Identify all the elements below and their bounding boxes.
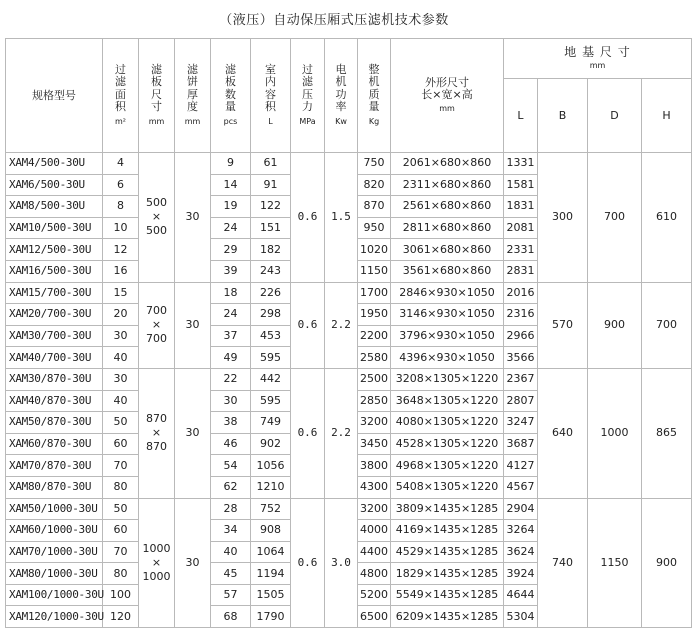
plate-count-cell: 40 bbox=[211, 541, 251, 563]
foundation-l-cell: 2831 bbox=[504, 260, 538, 282]
filter-area-cell: 20 bbox=[103, 304, 139, 326]
plate-size-cell: 500 × 500 bbox=[139, 153, 175, 283]
dimensions-cell: 3796×930×1050 bbox=[391, 325, 504, 347]
foundation-l-cell: 2966 bbox=[504, 325, 538, 347]
foundation-l-cell: 2081 bbox=[504, 217, 538, 239]
chamber-volume-cell: 91 bbox=[251, 174, 291, 196]
filter-area-cell: 70 bbox=[103, 455, 139, 477]
foundation-l-cell: 2016 bbox=[504, 282, 538, 304]
weight-cell: 2580 bbox=[358, 347, 391, 369]
model-cell: XAM60/1000-30U bbox=[6, 520, 103, 542]
filter-area-cell: 50 bbox=[103, 498, 139, 520]
plate-count-cell: 24 bbox=[211, 304, 251, 326]
chamber-volume-cell: 1790 bbox=[251, 606, 291, 628]
weight-cell: 750 bbox=[358, 153, 391, 175]
model-cell: XAM30/870-30U bbox=[6, 368, 103, 390]
table-row bbox=[6, 282, 692, 304]
foundation-l-cell: 1831 bbox=[504, 196, 538, 218]
foundation-d-cell: 700 bbox=[588, 153, 642, 283]
weight-cell: 820 bbox=[358, 174, 391, 196]
header-motor-power: 电 机 功 率 Kw bbox=[325, 39, 358, 153]
dimensions-cell: 3648×1305×1220 bbox=[391, 390, 504, 412]
table-row bbox=[6, 498, 692, 520]
foundation-l-cell: 3624 bbox=[504, 541, 538, 563]
weight-cell: 5200 bbox=[358, 584, 391, 606]
weight-cell: 2500 bbox=[358, 368, 391, 390]
foundation-l-cell: 3247 bbox=[504, 412, 538, 434]
weight-cell: 1950 bbox=[358, 304, 391, 326]
dimensions-cell: 4528×1305×1220 bbox=[391, 433, 504, 455]
chamber-volume-cell: 595 bbox=[251, 347, 291, 369]
foundation-b-cell: 570 bbox=[538, 282, 588, 368]
plate-count-cell: 9 bbox=[211, 153, 251, 175]
model-cell: XAM50/870-30U bbox=[6, 412, 103, 434]
weight-cell: 3450 bbox=[358, 433, 391, 455]
model-cell: XAM40/870-30U bbox=[6, 390, 103, 412]
filter-area-cell: 10 bbox=[103, 217, 139, 239]
dimensions-cell: 2811×680×860 bbox=[391, 217, 504, 239]
foundation-b-cell: 640 bbox=[538, 368, 588, 498]
header-foundation-h: H bbox=[642, 79, 692, 153]
weight-cell: 3200 bbox=[358, 412, 391, 434]
dimensions-cell: 3061×680×860 bbox=[391, 239, 504, 261]
weight-cell: 4300 bbox=[358, 476, 391, 498]
filter-area-cell: 120 bbox=[103, 606, 139, 628]
model-cell: XAM70/1000-30U bbox=[6, 541, 103, 563]
dimensions-cell: 4169×1435×1285 bbox=[391, 520, 504, 542]
filter-area-cell: 30 bbox=[103, 368, 139, 390]
weight-cell: 4400 bbox=[358, 541, 391, 563]
model-cell: XAM80/870-30U bbox=[6, 476, 103, 498]
dimensions-cell: 2311×680×860 bbox=[391, 174, 504, 196]
chamber-volume-cell: 182 bbox=[251, 239, 291, 261]
model-cell: XAM6/500-30U bbox=[6, 174, 103, 196]
dimensions-cell: 4529×1435×1285 bbox=[391, 541, 504, 563]
chamber-volume-cell: 1194 bbox=[251, 563, 291, 585]
foundation-l-cell: 3924 bbox=[504, 563, 538, 585]
foundation-l-cell: 2367 bbox=[504, 368, 538, 390]
plate-size-cell: 700 × 700 bbox=[139, 282, 175, 368]
header-model: 规格型号 bbox=[6, 39, 103, 153]
foundation-l-cell: 4127 bbox=[504, 455, 538, 477]
model-cell: XAM60/870-30U bbox=[6, 433, 103, 455]
filter-area-cell: 100 bbox=[103, 584, 139, 606]
cake-thickness-cell: 30 bbox=[175, 498, 211, 628]
filter-area-cell: 60 bbox=[103, 433, 139, 455]
header-filter-pressure: 过 滤 压 力 MPa bbox=[291, 39, 325, 153]
dimensions-cell: 3561×680×860 bbox=[391, 260, 504, 282]
header-cake-thickness: 滤 饼 厚 度 mm bbox=[175, 39, 211, 153]
model-cell: XAM4/500-30U bbox=[6, 153, 103, 175]
foundation-l-cell: 4567 bbox=[504, 476, 538, 498]
filter-area-cell: 8 bbox=[103, 196, 139, 218]
foundation-d-cell: 900 bbox=[588, 282, 642, 368]
filter-area-cell: 60 bbox=[103, 520, 139, 542]
filter-pressure-cell: 0.6 bbox=[291, 368, 325, 498]
plate-size-cell: 870 × 870 bbox=[139, 368, 175, 498]
foundation-l-cell: 3687 bbox=[504, 433, 538, 455]
plate-count-cell: 39 bbox=[211, 260, 251, 282]
dimensions-cell: 3809×1435×1285 bbox=[391, 498, 504, 520]
chamber-volume-cell: 298 bbox=[251, 304, 291, 326]
chamber-volume-cell: 1505 bbox=[251, 584, 291, 606]
foundation-l-cell: 1581 bbox=[504, 174, 538, 196]
weight-cell: 950 bbox=[358, 217, 391, 239]
foundation-l-cell: 2316 bbox=[504, 304, 538, 326]
filter-area-cell: 12 bbox=[103, 239, 139, 261]
plate-count-cell: 29 bbox=[211, 239, 251, 261]
model-cell: XAM40/700-30U bbox=[6, 347, 103, 369]
filter-area-cell: 16 bbox=[103, 260, 139, 282]
spec-table-body bbox=[6, 153, 692, 628]
header-plate-count: 滤 板 数 量 pcs bbox=[211, 39, 251, 153]
weight-cell: 1020 bbox=[358, 239, 391, 261]
plate-size-cell: 1000 × 1000 bbox=[139, 498, 175, 628]
model-cell: XAM12/500-30U bbox=[6, 239, 103, 261]
chamber-volume-cell: 122 bbox=[251, 196, 291, 218]
filter-area-cell: 30 bbox=[103, 325, 139, 347]
foundation-h-cell: 610 bbox=[642, 153, 692, 283]
model-cell: XAM20/700-30U bbox=[6, 304, 103, 326]
header-foundation-l: L bbox=[504, 79, 538, 153]
filter-area-cell: 70 bbox=[103, 541, 139, 563]
model-cell: XAM50/1000-30U bbox=[6, 498, 103, 520]
header-foundation-b: B bbox=[538, 79, 588, 153]
foundation-l-cell: 5304 bbox=[504, 606, 538, 628]
weight-cell: 1700 bbox=[358, 282, 391, 304]
header-dimensions: 外形尺寸 长×宽×高 mm bbox=[391, 39, 504, 153]
filter-area-cell: 50 bbox=[103, 412, 139, 434]
header-filter-area: 过 滤 面 积 m² bbox=[103, 39, 139, 153]
model-cell: XAM120/1000-30U bbox=[6, 606, 103, 628]
foundation-l-cell: 2807 bbox=[504, 390, 538, 412]
model-cell: XAM30/700-30U bbox=[6, 325, 103, 347]
model-cell: XAM8/500-30U bbox=[6, 196, 103, 218]
dimensions-cell: 3208×1305×1220 bbox=[391, 368, 504, 390]
table-row bbox=[6, 368, 692, 390]
foundation-h-cell: 700 bbox=[642, 282, 692, 368]
model-cell: XAM10/500-30U bbox=[6, 217, 103, 239]
chamber-volume-cell: 1210 bbox=[251, 476, 291, 498]
plate-count-cell: 54 bbox=[211, 455, 251, 477]
header-weight: 整 机 质 量 Kg bbox=[358, 39, 391, 153]
foundation-d-cell: 1000 bbox=[588, 368, 642, 498]
model-cell: XAM70/870-30U bbox=[6, 455, 103, 477]
plate-count-cell: 30 bbox=[211, 390, 251, 412]
header-foundation: 地 基 尺 寸 mm bbox=[504, 39, 692, 79]
chamber-volume-cell: 226 bbox=[251, 282, 291, 304]
chamber-volume-cell: 442 bbox=[251, 368, 291, 390]
dimensions-cell: 4396×930×1050 bbox=[391, 347, 504, 369]
chamber-volume-cell: 902 bbox=[251, 433, 291, 455]
weight-cell: 6500 bbox=[358, 606, 391, 628]
weight-cell: 1150 bbox=[358, 260, 391, 282]
foundation-l-cell: 2331 bbox=[504, 239, 538, 261]
plate-count-cell: 18 bbox=[211, 282, 251, 304]
foundation-l-cell: 2904 bbox=[504, 498, 538, 520]
plate-count-cell: 38 bbox=[211, 412, 251, 434]
spec-table bbox=[5, 38, 692, 628]
plate-count-cell: 34 bbox=[211, 520, 251, 542]
model-cell: XAM16/500-30U bbox=[6, 260, 103, 282]
model-cell: XAM15/700-30U bbox=[6, 282, 103, 304]
cake-thickness-cell: 30 bbox=[175, 282, 211, 368]
dimensions-cell: 2846×930×1050 bbox=[391, 282, 504, 304]
weight-cell: 870 bbox=[358, 196, 391, 218]
plate-count-cell: 68 bbox=[211, 606, 251, 628]
plate-count-cell: 28 bbox=[211, 498, 251, 520]
foundation-b-cell: 740 bbox=[538, 498, 588, 628]
weight-cell: 3800 bbox=[358, 455, 391, 477]
dimensions-cell: 2061×680×860 bbox=[391, 153, 504, 175]
weight-cell: 3200 bbox=[358, 498, 391, 520]
filter-area-cell: 80 bbox=[103, 476, 139, 498]
motor-power-cell: 3.0 bbox=[325, 498, 358, 628]
plate-count-cell: 22 bbox=[211, 368, 251, 390]
motor-power-cell: 2.2 bbox=[325, 282, 358, 368]
chamber-volume-cell: 1056 bbox=[251, 455, 291, 477]
dimensions-cell: 5408×1305×1220 bbox=[391, 476, 504, 498]
chamber-volume-cell: 749 bbox=[251, 412, 291, 434]
chamber-volume-cell: 61 bbox=[251, 153, 291, 175]
dimensions-cell: 1829×1435×1285 bbox=[391, 563, 504, 585]
filter-pressure-cell: 0.6 bbox=[291, 153, 325, 283]
motor-power-cell: 1.5 bbox=[325, 153, 358, 283]
plate-count-cell: 24 bbox=[211, 217, 251, 239]
model-cell: XAM80/1000-30U bbox=[6, 563, 103, 585]
filter-area-cell: 40 bbox=[103, 347, 139, 369]
chamber-volume-cell: 908 bbox=[251, 520, 291, 542]
header-plate-size: 滤 板 尺 寸 mm bbox=[139, 39, 175, 153]
dimensions-cell: 4968×1305×1220 bbox=[391, 455, 504, 477]
weight-cell: 2200 bbox=[358, 325, 391, 347]
dimensions-cell: 2561×680×860 bbox=[391, 196, 504, 218]
chamber-volume-cell: 1064 bbox=[251, 541, 291, 563]
filter-area-cell: 40 bbox=[103, 390, 139, 412]
foundation-b-cell: 300 bbox=[538, 153, 588, 283]
cake-thickness-cell: 30 bbox=[175, 153, 211, 283]
motor-power-cell: 2.2 bbox=[325, 368, 358, 498]
plate-count-cell: 19 bbox=[211, 196, 251, 218]
cake-thickness-cell: 30 bbox=[175, 368, 211, 498]
plate-count-cell: 62 bbox=[211, 476, 251, 498]
model-cell: XAM100/1000-30U bbox=[6, 584, 103, 606]
filter-pressure-cell: 0.6 bbox=[291, 282, 325, 368]
weight-cell: 4000 bbox=[358, 520, 391, 542]
weight-cell: 2850 bbox=[358, 390, 391, 412]
foundation-h-cell: 900 bbox=[642, 498, 692, 628]
foundation-h-cell: 865 bbox=[642, 368, 692, 498]
plate-count-cell: 49 bbox=[211, 347, 251, 369]
weight-cell: 4800 bbox=[358, 563, 391, 585]
filter-area-cell: 15 bbox=[103, 282, 139, 304]
dimensions-cell: 3146×930×1050 bbox=[391, 304, 504, 326]
foundation-l-cell: 3566 bbox=[504, 347, 538, 369]
plate-count-cell: 46 bbox=[211, 433, 251, 455]
foundation-l-cell: 1331 bbox=[504, 153, 538, 175]
chamber-volume-cell: 453 bbox=[251, 325, 291, 347]
dimensions-cell: 5549×1435×1285 bbox=[391, 584, 504, 606]
dimensions-cell: 6209×1435×1285 bbox=[391, 606, 504, 628]
foundation-d-cell: 1150 bbox=[588, 498, 642, 628]
plate-count-cell: 57 bbox=[211, 584, 251, 606]
filter-pressure-cell: 0.6 bbox=[291, 498, 325, 628]
plate-count-cell: 45 bbox=[211, 563, 251, 585]
header-chamber-volume: 室 内 容 积 L bbox=[251, 39, 291, 153]
chamber-volume-cell: 752 bbox=[251, 498, 291, 520]
chamber-volume-cell: 151 bbox=[251, 217, 291, 239]
filter-area-cell: 6 bbox=[103, 174, 139, 196]
header-foundation-d: D bbox=[588, 79, 642, 153]
plate-count-cell: 14 bbox=[211, 174, 251, 196]
dimensions-cell: 4080×1305×1220 bbox=[391, 412, 504, 434]
foundation-l-cell: 3264 bbox=[504, 520, 538, 542]
filter-area-cell: 4 bbox=[103, 153, 139, 175]
page-title: （液压）自动保压厢式压滤机技术参数 bbox=[219, 13, 449, 28]
table-row bbox=[6, 153, 692, 175]
chamber-volume-cell: 595 bbox=[251, 390, 291, 412]
foundation-l-cell: 4644 bbox=[504, 584, 538, 606]
plate-count-cell: 37 bbox=[211, 325, 251, 347]
chamber-volume-cell: 243 bbox=[251, 260, 291, 282]
filter-area-cell: 80 bbox=[103, 563, 139, 585]
